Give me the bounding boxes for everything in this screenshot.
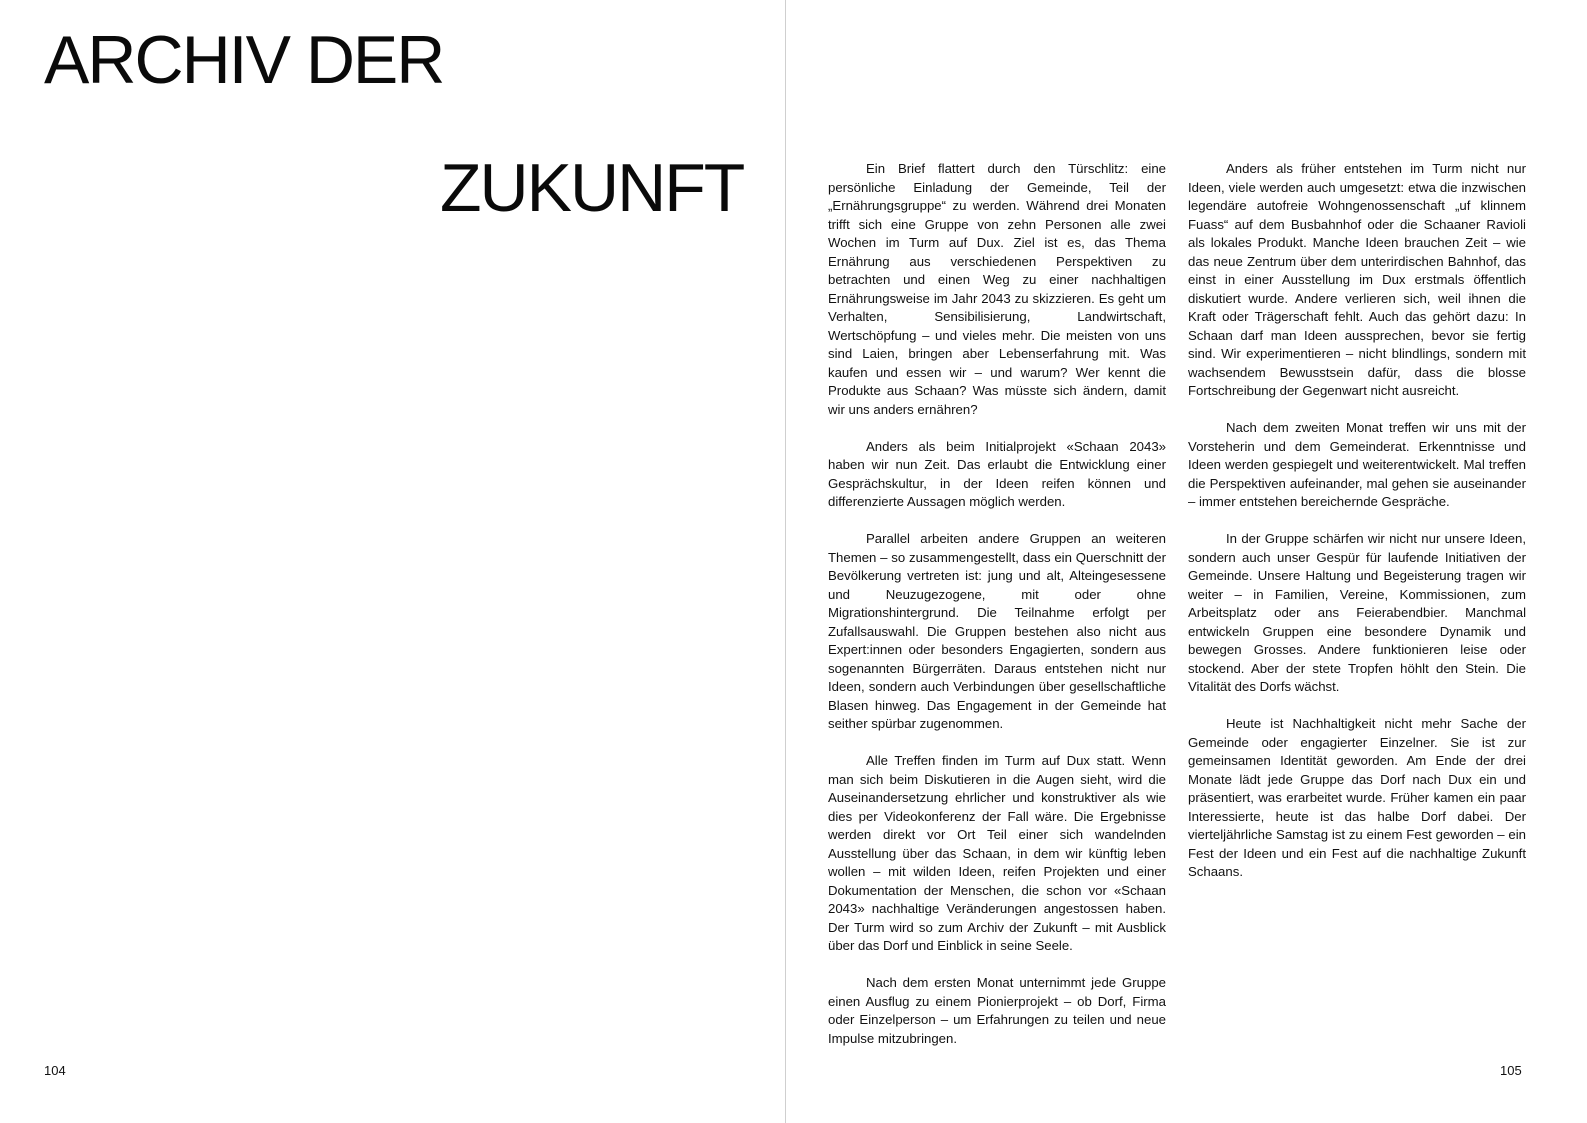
paragraph: Nach dem ersten Monat unternimmt jede Gruppe einen Ausflug zu einem Pionierprojekt – ob Dorf, Firma oder Einzelperson – um Erfahrungen zu teilen und neue Impulse mitzubringen. [828,975,1166,1046]
paragraph: Anders als früher entstehen im Turm nicht nur Ideen, viele werden auch umgesetzt: etwa die inzwischen legendäre autofreie Wohngenossenschaft „uf klinnem Fuass“ auf dem Busbahnhof oder die Schaaner Ravioli als lokales Produkt. Manche Ideen brauchen Zeit – wie das neue Zentrum über dem unterirdischen Bahnhof, das einst in einer Ausstellung im Dux erstmals öffentlich diskutiert wurde. Andere verlieren sich, weil ihnen die Kraft oder Trägerschaft fehlt. Auch das gehört dazu: In Schaan darf man Ideen aussprechen, bevor sie fertig sind. Wir experimentieren – nicht blindlings, sondern mit wachsendem Bewusstsein dafür, dass die blosse Fortschreibung der Gegenwart nicht ausreicht. [1188,161,1526,398]
paragraph: Anders als beim Initialprojekt «Schaan 2043» haben wir nun Zeit. Das erlaubt die Entwicklung einer Gesprächskultur, in der Ideen reifen können und differenzierte Aussagen möglich werden. [828,438,1166,509]
title-line-1: ARCHIV DER [44,22,444,98]
paragraph: In der Gruppe schärfen wir nicht nur unsere Ideen, sondern auch unser Gespür für laufende Initiativen der Gemeinde. Unsere Haltung und Begeisterung tragen wir weiter – in Familien, Vereine, Kommissionen, zum Arbeitsplatz oder ans Feierabendbier. Manchmal entwickeln Gruppen eine besondere Dynamik und bewegen Grosses. Andere funktionieren leise oder stockend. Aber der stete Tropfen höhlt den Stein. Die Vitalität des Dorfs wächst. [1188,531,1526,694]
paragraph: Heute ist Nachhaltigkeit nicht mehr Sache der Gemeinde oder engagierter Einzelner. Sie ist zur gemeinsamen Identität geworden. Am Ende der drei Monate lädt jede Gruppe das Dorf nach Dux ein und präsentiert, was erarbeitet wurde. Früher kamen ein paar Interessierte, heute ist das halbe Dorf dabei. Der vierteljährliche Samstag ist zu einem Fest geworden – ein Fest der Ideen und ein Fest auf die nachhaltige Zukunft Schaans. [1188,716,1526,879]
paragraph: Alle Treffen finden im Turm auf Dux statt. Wenn man sich beim Diskutieren in die Augen sieht, wird die Auseinandersetzung ehrlicher und konstruktiver als wie dies per Videokonferenz der Fall wäre. Die Ergebnisse werden direkt vor Ort Teil einer sich wandelnden Ausstellung über das Schaan, in dem wir künftig leben wollen – mit wilden Ideen, reifen Projekten und einer Dokumentation der Menschen, die schon vor «Schaan 2043» nachhaltige Veränderungen angestossen haben. Der Turm wird so zum Archiv der Zukunft – mit Ausblick über das Dorf und Einblick in seine Seele. [828,753,1166,953]
paragraph: Ein Brief flattert durch den Türschlitz: eine persönliche Einladung der Gemeinde, Teil der „Ernährungsgruppe“ zu werden. Während drei Monaten trifft sich eine Gruppe von zehn Personen alle zwei Wochen im Turm auf Dux. Ziel ist es, das Thema Ernährung aus verschiedenen Perspektiven zu betrachten und einen Weg zu einer nachhaltigen Ernährungsweise im Jahr 2043 zu skizzieren. Es geht um Verhalten, Sensibilisierung, Landwirtschaft, Wertschöpfung – und vieles mehr. Die meisten von uns sind Laien, bringen aber Lebenserfahrung mit. Was kaufen und essen wir – und warum? Wer kennt die Produkte aus Schaan? Was müsste sich ändern, damit wir uns anders ernähren? [828,161,1166,417]
text-column-left [828,160,1166,1048]
page-gutter [785,0,786,1123]
page-number-right: 105 [1500,1063,1522,1078]
title-line-2: ZUKUNFT [440,150,744,226]
paragraph: Nach dem zweiten Monat treffen wir uns mit der Vorsteherin und dem Gemeinderat. Erkenntnisse und Ideen werden gespiegelt und weiterentwickelt. Mal treffen die Perspektiven aufeinander, mal gehen sie auseinander – immer entstehen bereichernde Gespräche. [1188,420,1526,509]
text-column-right [1188,160,1526,882]
paragraph: Parallel arbeiten andere Gruppen an weiteren Themen – so zusammengestellt, dass ein Querschnitt der Bevölkerung vertreten ist: jung und alt, Alteingesessene und Neuzugezogene, mit oder ohne Migrationshintergrund. Die Teilnahme erfolgt per Zufallsauswahl. Die Gruppen bestehen also nicht aus Expert:innen oder besonders Engagierten, sondern aus sogenannten Bürgerräten. Daraus entstehen nicht nur Ideen, sondern auch Verbindungen über gesellschaftliche Blasen hinweg. Das Engagement in der Gemeinde hat seither spürbar zugenommen. [828,531,1166,731]
page-number-left: 104 [44,1063,66,1078]
